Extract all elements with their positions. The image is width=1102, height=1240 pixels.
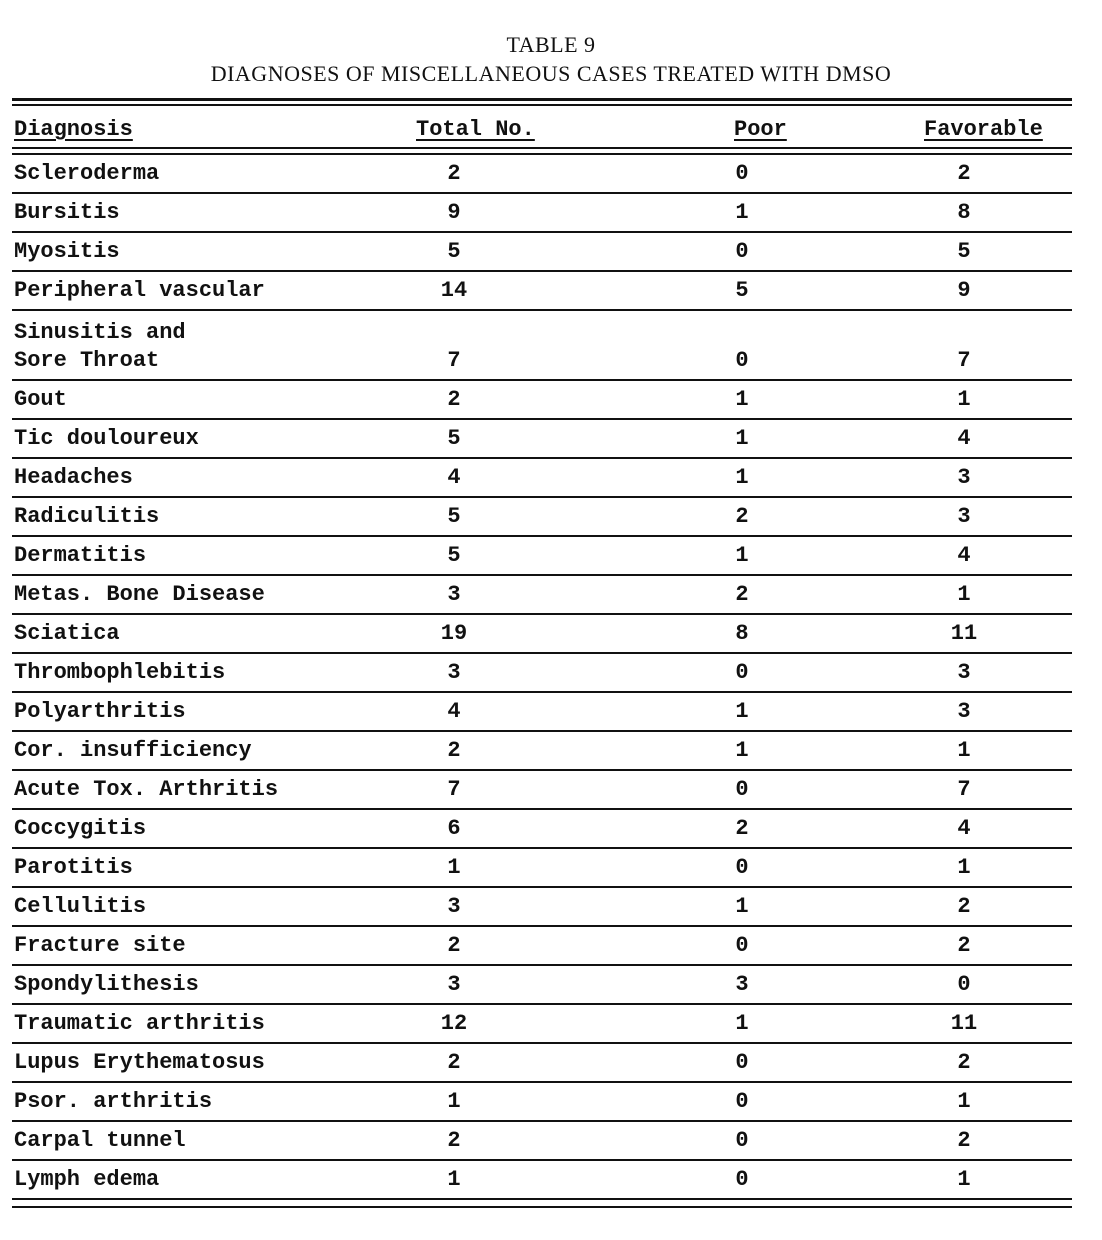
poor-cell: 1 [735,1011,749,1036]
favorable-cell: 9 [957,278,971,303]
total-cell: 14 [440,278,468,303]
table-row [12,381,1072,420]
favorable-cell: 4 [957,426,971,451]
column-header-diagnosis: Diagnosis [14,117,133,142]
table-row [12,693,1072,732]
poor-cell: 1 [735,738,749,763]
diagnosis-cell: Gout [14,387,67,412]
diagnosis-cell: Acute Tox. Arthritis [14,777,279,802]
total-cell: 2 [447,1050,461,1075]
diagnosis-cell: Traumatic arthritis [14,1011,265,1036]
table-body [12,155,1072,1200]
poor-cell: 1 [735,387,749,412]
poor-cell: 0 [735,777,749,802]
table-title: TABLE 9 [506,32,596,57]
diagnosis-cell: Carpal tunnel [14,1128,186,1153]
top-double-rule-lower [12,104,1072,106]
table-row [12,888,1072,927]
poor-cell: 5 [735,278,749,303]
poor-cell: 2 [735,582,749,607]
poor-cell: 0 [735,660,749,685]
poor-cell: 8 [735,621,749,646]
poor-cell: 1 [735,699,749,724]
diagnoses-table [12,113,1072,1208]
column-header-poor: Poor [734,117,787,142]
table-row [12,732,1072,771]
favorable-cell: 3 [957,699,971,724]
diagnosis-cell: Radiculitis [14,504,160,529]
total-cell: 2 [447,1128,461,1153]
diagnosis-cell: Thrombophlebitis [14,660,226,685]
favorable-cell: 11 [950,1011,978,1036]
favorable-cell: 0 [957,972,971,997]
table-row [12,927,1072,966]
table-row [12,966,1072,1005]
total-cell: 3 [447,660,461,685]
favorable-cell: 1 [957,855,971,880]
favorable-cell: 8 [957,200,971,225]
diagnosis-cell: Dermatitis [14,543,147,568]
total-cell: 12 [440,1011,468,1036]
table-row [12,1005,1072,1044]
favorable-cell: 2 [957,1128,971,1153]
total-cell: 4 [447,465,461,490]
diagnosis-cell: Cellulitis [14,894,147,919]
favorable-cell: 1 [957,387,971,412]
total-cell: 5 [447,426,461,451]
table-row [12,537,1072,576]
favorable-cell: 11 [950,621,978,646]
table-row [12,1044,1072,1083]
diagnosis-cell: Parotitis [14,855,133,880]
total-cell: 2 [447,161,461,186]
poor-cell: 2 [735,504,749,529]
table-row [12,615,1072,654]
poor-cell: 0 [735,1128,749,1153]
table-row [12,498,1072,537]
diagnosis-cell: Spondylithesis [14,972,199,997]
favorable-cell: 2 [957,894,971,919]
total-cell: 4 [447,699,461,724]
table-row [12,1083,1072,1122]
poor-cell: 0 [735,1167,749,1192]
diagnosis-cell: Lymph edema [14,1167,160,1192]
diagnosis-cell: Scleroderma [14,161,160,186]
poor-cell: 1 [735,426,749,451]
favorable-cell: 1 [957,738,971,763]
poor-cell: 1 [735,894,749,919]
favorable-cell: 3 [957,504,971,529]
total-cell: 7 [447,777,461,802]
table-row [12,576,1072,615]
favorable-cell: 2 [957,1050,971,1075]
diagnosis-cell: Psor. arthritis [14,1089,213,1114]
favorable-cell: 1 [957,1167,971,1192]
table-row [12,459,1072,498]
total-cell: 2 [447,933,461,958]
total-cell: 1 [447,1167,461,1192]
total-cell: 5 [447,239,461,264]
poor-cell: 0 [735,855,749,880]
diagnosis-cell: Polyarthritis [14,699,186,724]
favorable-cell: 7 [957,348,971,373]
top-double-rule-upper [12,98,1072,101]
total-cell: 3 [447,972,461,997]
table-row [12,194,1072,233]
total-cell: 1 [447,1089,461,1114]
diagnosis-cell: Fracture site [14,933,186,958]
poor-cell: 0 [735,239,749,264]
poor-cell: 1 [735,200,749,225]
total-cell: 3 [447,582,461,607]
diagnosis-cell: Sinusitis and Sore Throat [14,320,186,373]
table-row [12,420,1072,459]
diagnosis-cell: Cor. insufficiency [14,738,252,763]
poor-cell: 0 [735,1050,749,1075]
table-row [12,272,1072,311]
favorable-cell: 1 [957,1089,971,1114]
favorable-cell: 4 [957,543,971,568]
diagnosis-cell: Lupus Erythematosus [14,1050,265,1075]
total-cell: 3 [447,894,461,919]
favorable-cell: 2 [957,161,971,186]
table-row [12,771,1072,810]
table-row [12,849,1072,888]
total-cell: 2 [447,387,461,412]
table-row [12,311,1072,381]
favorable-cell: 3 [957,660,971,685]
poor-cell: 0 [735,933,749,958]
total-cell: 5 [447,543,461,568]
favorable-cell: 5 [957,239,971,264]
poor-cell: 0 [735,161,749,186]
diagnosis-cell: Sciatica [14,621,120,646]
poor-cell: 3 [735,972,749,997]
table-row [12,233,1072,272]
favorable-cell: 7 [957,777,971,802]
poor-cell: 2 [735,816,749,841]
table-header [12,113,1072,149]
total-cell: 9 [447,200,461,225]
favorable-cell: 2 [957,933,971,958]
diagnosis-cell: Bursitis [14,200,120,225]
bottom-double-rule [12,1206,1072,1208]
table-row [12,810,1072,849]
poor-cell: 0 [735,348,749,373]
diagnosis-cell: Myositis [14,239,120,264]
diagnosis-cell: Coccygitis [14,816,147,841]
diagnosis-cell: Peripheral vascular [14,278,265,303]
total-cell: 6 [447,816,461,841]
column-header-favorable: Favorable [924,117,1043,142]
poor-cell: 1 [735,543,749,568]
favorable-cell: 4 [957,816,971,841]
diagnosis-cell: Headaches [14,465,133,490]
favorable-cell: 3 [957,465,971,490]
table-row [12,1161,1072,1200]
total-cell: 5 [447,504,461,529]
table-row [12,155,1072,194]
total-cell: 7 [447,348,461,373]
poor-cell: 0 [735,1089,749,1114]
diagnosis-cell: Tic douloureux [14,426,199,451]
diagnosis-cell: Metas. Bone Disease [14,582,265,607]
table-row [12,1122,1072,1161]
poor-cell: 1 [735,465,749,490]
total-cell: 2 [447,738,461,763]
column-header-total: Total No. [416,117,535,142]
favorable-cell: 1 [957,582,971,607]
table-subtitle: DIAGNOSES OF MISCELLANEOUS CASES TREATED WITH DMSO [210,61,892,86]
total-cell: 1 [447,855,461,880]
total-cell: 19 [440,621,468,646]
table-row [12,654,1072,693]
